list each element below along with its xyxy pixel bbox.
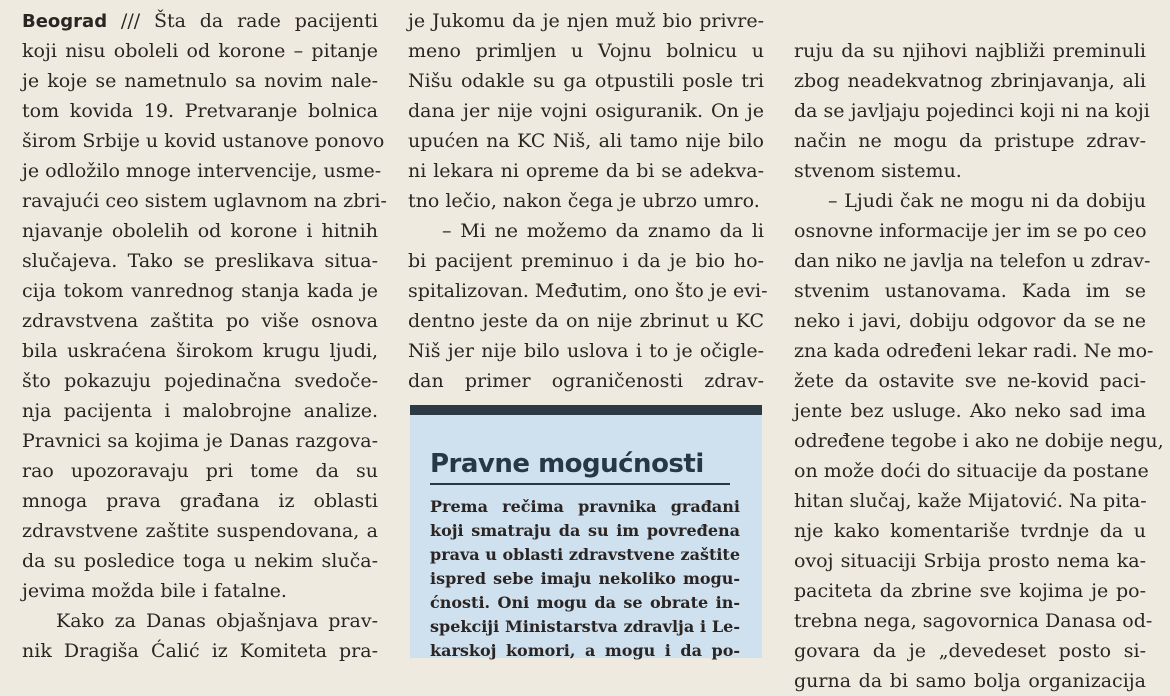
paragraph-line: koji nisu oboleli od korone – pitanje bbox=[22, 40, 378, 62]
paragraph-line: ravajući ceo sistem uglavnom na zbri- bbox=[22, 190, 387, 212]
sidebar-line: ispred sebe imaju nekoliko mogu- bbox=[430, 569, 740, 588]
paragraph-line: neko i javi, dobiju odgovor da se ne bbox=[794, 310, 1146, 332]
paragraph-line: dana jer nije vojni osiguranik. On je bbox=[408, 100, 764, 122]
paragraph-line: Nišu odakle su ga otpustili posle tri bbox=[408, 70, 764, 92]
paragraph-line: upućen na KC Niš, ali tamo nije bilo bbox=[408, 130, 764, 152]
sidebar-box bbox=[410, 405, 762, 658]
paragraph-line: slučajeva. Tako se preslikava situa- bbox=[22, 250, 378, 272]
paragraph-line: dentno jeste da on nije zbrinut u KC bbox=[408, 310, 764, 332]
sidebar-line: koji smatraju da su im povređena bbox=[430, 521, 740, 540]
paragraph-line: bi pacijent preminuo i da je bio ho- bbox=[408, 250, 764, 272]
paragraph-line: način ne mogu da pristupe zdrav- bbox=[794, 130, 1146, 152]
paragraph-line: stvenom sistemu. bbox=[794, 160, 962, 182]
paragraph-line: da se javljaju pojedinci koji ni na koji bbox=[794, 100, 1150, 122]
paragraph-line: ovoj situaciji Srbija prosto nema ka- bbox=[794, 550, 1146, 572]
paragraph-line: dan niko ne javlja na telefon u zdrav- bbox=[794, 250, 1151, 272]
paragraph-line: zdravstvena zaštita po više osnova bbox=[22, 310, 378, 332]
paragraph-line: – Ljudi čak ne mogu ni da dobiju bbox=[828, 190, 1146, 212]
paragraph-line: tom kovida 19. Pretvaranje bolnica bbox=[22, 100, 378, 122]
paragraph-line: određene tegobe i ako ne dobije negu, bbox=[794, 430, 1164, 452]
paragraph-line: je koje se nametnulo sa novim nale- bbox=[22, 70, 378, 92]
sidebar-line: Prema rečima pravnika građani bbox=[430, 497, 740, 516]
paragraph-line: spitalizovan. Međutim, ono što je evi- bbox=[408, 280, 768, 302]
paragraph-line: osnovne informacije jer im se po ceo bbox=[794, 220, 1147, 242]
paragraph-line: Niš jer nije bilo uslova i to je očigle- bbox=[408, 340, 764, 362]
paragraph-line: Pravnici sa kojima je Danas razgova- bbox=[22, 430, 378, 452]
paragraph-line: meno primljen u Vojnu bolnicu u bbox=[408, 40, 764, 62]
paragraph-line: cija tokom vanrednog stanja kada je bbox=[22, 280, 378, 302]
paragraph-line: jevima možda bile i fatalne. bbox=[22, 580, 287, 602]
paragraph-line: njavanje obolelih od korone i hitnih bbox=[22, 220, 378, 242]
paragraph-line: trebna nega, sagovornica Danasa od- bbox=[794, 610, 1153, 632]
paragraph-line: on može doći do situacije da postane bbox=[794, 460, 1149, 482]
paragraph-line: rao upozoravaju pri tome da su bbox=[22, 460, 378, 482]
paragraph-line: žete da ostavite sve ne-kovid paci- bbox=[794, 370, 1146, 392]
paragraph-line: mnoga prava građana iz oblasti bbox=[22, 490, 378, 512]
paragraph-line: stvenim ustanovama. Kada im se bbox=[794, 280, 1146, 302]
paragraph-line: Kako za Danas objašnjava prav- bbox=[56, 610, 378, 632]
paragraph-line: da su posledice toga u nekim sluča- bbox=[22, 550, 378, 572]
dateline: Beograd bbox=[22, 11, 108, 32]
paragraph-line: dan primer ograničenosti zdrav- bbox=[408, 370, 764, 392]
sidebar-title-rule bbox=[430, 483, 730, 485]
paragraph-line: nik Dragiša Ćalić iz Komiteta pra- bbox=[22, 640, 378, 662]
paragraph-line: jente bez usluge. Ako neko sad ima bbox=[794, 400, 1146, 422]
paragraph-line: zbog neadekvatnog zbrinjavanja, ali bbox=[794, 70, 1146, 92]
sidebar-line: ćnosti. Oni mogu da se obrate in- bbox=[430, 593, 740, 612]
article-column-1 bbox=[22, 0, 387, 662]
paragraph-line: nje kako komentariše tvrdnje da u bbox=[794, 520, 1146, 542]
sidebar-title: Pravne mogućnosti bbox=[430, 449, 704, 479]
article-column-3 bbox=[794, 0, 1164, 692]
paragraph-line: – Mi ne možemo da znamo da li bbox=[442, 220, 764, 242]
paragraph-line: gurna da bi samo bolja organizacija bbox=[794, 670, 1146, 692]
paragraph-line: ni lekara ni opreme da bi se adekva- bbox=[408, 160, 764, 182]
paragraph-line: što pokazuju pojedinačna svedoče- bbox=[22, 370, 378, 392]
paragraph-line: nja pacijenta i malobrojne analize. bbox=[22, 400, 378, 422]
paragraph-line: je odložilo mnoge intervencije, usme- bbox=[22, 160, 382, 182]
paragraph-line: paciteta da zbrine sve kojima je po- bbox=[794, 580, 1146, 602]
paragraph-line: Beograd /// Šta da rade pacijenti bbox=[22, 10, 378, 32]
sidebar-line: spekciji Ministarstva zdravlja i Le- bbox=[430, 617, 740, 636]
paragraph-line: govara da je „devedeset posto si- bbox=[794, 640, 1146, 662]
paragraph-line: širom Srbije u kovid ustanove ponovo bbox=[22, 130, 385, 152]
sidebar-line: prava u oblasti zdravstvene zaštite bbox=[430, 545, 740, 564]
paragraph-line: bila uskraćena širokom krugu ljudi, bbox=[22, 340, 378, 362]
paragraph-line: je Jukomu da je njen muž bio privre- bbox=[408, 10, 764, 32]
sidebar-line: karskoj komori, a mogu i da po- bbox=[430, 641, 740, 660]
paragraph-line: tno lečio, nakon čega je ubrzo umro. bbox=[408, 190, 760, 212]
paragraph-line: zdravstvene zaštite suspendovana, a bbox=[22, 520, 378, 542]
paragraph-line: zna kada određeni lekar radi. Ne mo- bbox=[794, 340, 1154, 362]
paragraph-line: ruju da su njihovi najbliži preminuli bbox=[794, 40, 1146, 62]
paragraph-line: hitan slučaj, kaže Mijatović. Na pita- bbox=[794, 490, 1147, 512]
